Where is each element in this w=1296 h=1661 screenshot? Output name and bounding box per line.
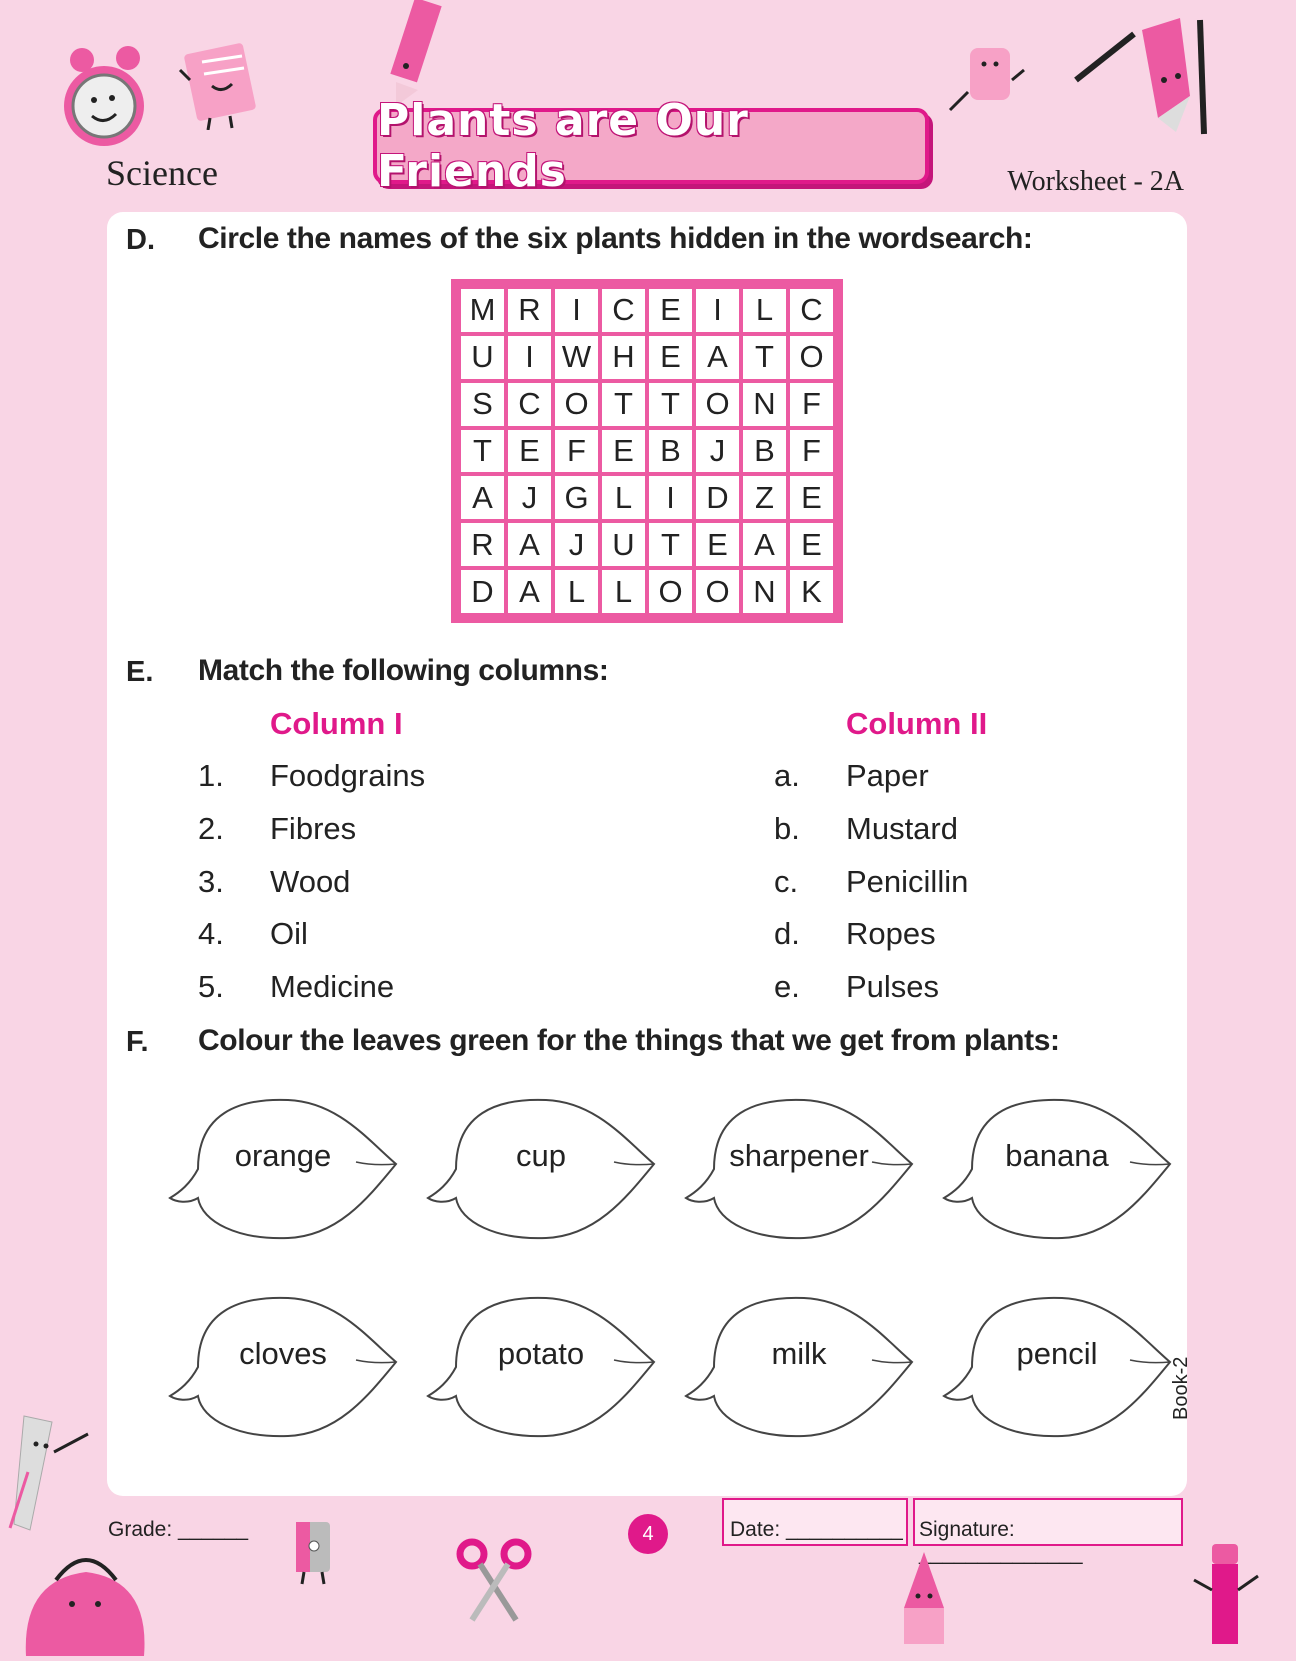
sharpener-character-icon	[284, 1516, 344, 1586]
section-e-letter: E.	[126, 656, 154, 688]
wordsearch-cell[interactable]: F	[788, 381, 835, 428]
wordsearch-cell[interactable]: C	[788, 287, 835, 334]
wordsearch-cell[interactable]: S	[459, 381, 506, 428]
wordsearch-cell[interactable]: D	[459, 568, 506, 615]
leaf-shape[interactable]	[426, 1094, 666, 1244]
subject-label: Science	[106, 153, 218, 193]
wordsearch-cell[interactable]: T	[647, 381, 694, 428]
notepad-icon	[176, 40, 266, 130]
column-2-letter: a.	[774, 758, 800, 793]
wordsearch-cell[interactable]: C	[600, 287, 647, 334]
leaf-shape[interactable]	[684, 1094, 924, 1244]
worksheet-title: Plants are Our Friends	[377, 95, 749, 197]
wordsearch-cell[interactable]: Z	[741, 474, 788, 521]
wordsearch-cell[interactable]: W	[553, 334, 600, 381]
wordsearch-cell[interactable]: J	[553, 521, 600, 568]
wordsearch-cell[interactable]: H	[600, 334, 647, 381]
column-2-item: Penicillin	[846, 864, 969, 899]
signature-box[interactable]	[913, 1498, 1183, 1565]
crayon-character-icon	[884, 1548, 964, 1648]
wordsearch-cell[interactable]: J	[694, 428, 741, 475]
wordsearch-cell[interactable]: J	[506, 474, 553, 521]
wordsearch-cell[interactable]: E	[788, 474, 835, 521]
signature-field: Signature: ______________	[919, 1518, 1083, 1565]
column-2-item: Mustard	[846, 811, 958, 846]
wordsearch-cell[interactable]: E	[694, 521, 741, 568]
column-1-number: 3.	[198, 864, 224, 899]
wordsearch-cell[interactable]: O	[694, 381, 741, 428]
wordsearch-cell[interactable]: I	[647, 474, 694, 521]
column-1-number: 2.	[198, 811, 224, 846]
wordsearch-cell[interactable]: I	[553, 287, 600, 334]
wordsearch-cell[interactable]: N	[741, 568, 788, 615]
leaf-label: banana	[1005, 1138, 1109, 1173]
wordsearch-cell[interactable]: E	[506, 428, 553, 475]
column-1-header: Column I	[270, 706, 403, 741]
wordsearch-cell[interactable]: F	[788, 428, 835, 475]
wordsearch-cell[interactable]: A	[506, 568, 553, 615]
section-f-instruction: Colour the leaves green for the things that we get from plants:	[198, 1024, 1060, 1057]
wordsearch-grid	[451, 279, 843, 623]
alarm-clock-icon	[58, 44, 148, 154]
wordsearch-cell[interactable]: T	[647, 521, 694, 568]
wordsearch-cell[interactable]: T	[459, 428, 506, 475]
wordsearch-cell[interactable]: L	[553, 568, 600, 615]
wordsearch-cell[interactable]: O	[647, 568, 694, 615]
column-2-letter: d.	[774, 916, 800, 951]
date-box[interactable]	[722, 1498, 908, 1546]
wordsearch-cell[interactable]: L	[600, 474, 647, 521]
column-2-letter: c.	[774, 864, 799, 899]
ruler-character-icon	[8, 1412, 98, 1532]
wordsearch-cell[interactable]: T	[741, 334, 788, 381]
backpack-icon	[16, 1520, 156, 1656]
wordsearch-cell[interactable]: R	[459, 521, 506, 568]
wordsearch-cell[interactable]: A	[694, 334, 741, 381]
pencil-character-icon	[382, 0, 452, 110]
leaf-label: sharpener	[729, 1138, 869, 1173]
wordsearch-cell[interactable]: O	[694, 568, 741, 615]
column-2-letter: b.	[774, 811, 800, 846]
column-1-number: 4.	[198, 916, 224, 951]
wordsearch-cell[interactable]: O	[788, 334, 835, 381]
leaf-shape[interactable]	[942, 1292, 1182, 1442]
section-f-letter: F.	[126, 1026, 149, 1058]
leaf-shape[interactable]	[168, 1292, 408, 1442]
wordsearch-cell[interactable]: A	[741, 521, 788, 568]
wordsearch-cell[interactable]: K	[788, 568, 835, 615]
leaf-label: potato	[497, 1336, 585, 1371]
eraser-character-icon	[948, 40, 1028, 120]
pencil-mascot-icon	[1072, 10, 1212, 140]
leaf-label: cup	[516, 1138, 566, 1173]
wordsearch-cell[interactable]: A	[459, 474, 506, 521]
worksheet-number: Worksheet - 2A	[1007, 166, 1184, 197]
wordsearch-cell[interactable]: B	[647, 428, 694, 475]
wordsearch-cell[interactable]: M	[459, 287, 506, 334]
grade-field[interactable]: Grade: ______	[108, 1518, 249, 1541]
leaf-label: pencil	[1016, 1336, 1098, 1371]
leaf-label: orange	[234, 1138, 332, 1173]
wordsearch-cell[interactable]: D	[694, 474, 741, 521]
wordsearch-cell[interactable]: U	[600, 521, 647, 568]
wordsearch-cell[interactable]: A	[506, 521, 553, 568]
leaf-label: cloves	[239, 1336, 327, 1371]
wordsearch-cell[interactable]: L	[741, 287, 788, 334]
scissors-icon	[454, 1534, 534, 1624]
wordsearch-cell[interactable]: O	[553, 381, 600, 428]
page-number-badge	[628, 1514, 668, 1554]
book-label: Book-2	[1170, 1356, 1192, 1420]
column-1-number: 5.	[198, 969, 224, 1004]
leaf-shape[interactable]	[684, 1292, 924, 1442]
column-1-number: 1.	[198, 758, 224, 793]
wordsearch-cell[interactable]: G	[553, 474, 600, 521]
leaf-shape[interactable]	[942, 1094, 1182, 1244]
column-2-header: Column II	[846, 706, 988, 741]
column-1-item: Fibres	[270, 811, 357, 846]
wordsearch-cell[interactable]: F	[553, 428, 600, 475]
wordsearch-cell[interactable]: L	[600, 568, 647, 615]
column-1-item: Foodgrains	[270, 758, 426, 793]
column-2-item: Ropes	[846, 916, 936, 951]
column-1-item: Oil	[270, 916, 308, 951]
section-d-instruction: Circle the names of the six plants hidden in the wordsearch:	[198, 222, 1033, 255]
leaf-shape[interactable]	[168, 1094, 408, 1244]
wordsearch-cell[interactable]: E	[600, 428, 647, 475]
section-d-letter: D.	[126, 224, 155, 256]
wordsearch-cell[interactable]: B	[741, 428, 788, 475]
wordsearch-cell[interactable]: C	[506, 381, 553, 428]
title-banner	[373, 95, 929, 197]
wordsearch-cell[interactable]: T	[600, 381, 647, 428]
column-1-item: Medicine	[270, 969, 395, 1004]
leaf-shape[interactable]	[426, 1292, 666, 1442]
wordsearch-cell[interactable]: N	[741, 381, 788, 428]
wordsearch-cell[interactable]: I	[506, 334, 553, 381]
wordsearch-cell[interactable]: U	[459, 334, 506, 381]
column-2-item: Pulses	[846, 969, 940, 1004]
column-1-item: Wood	[270, 864, 351, 899]
column-2-letter: e.	[774, 969, 800, 1004]
wordsearch-cell[interactable]: E	[647, 334, 694, 381]
section-e-instruction: Match the following columns:	[198, 654, 609, 687]
page-number: 4	[642, 1522, 654, 1545]
date-field: Date: __________	[730, 1518, 903, 1541]
wordsearch-cell[interactable]: R	[506, 287, 553, 334]
leaf-label: milk	[771, 1336, 827, 1371]
wordsearch-cell[interactable]: E	[788, 521, 835, 568]
wordsearch-cell[interactable]: E	[647, 287, 694, 334]
column-2-item: Paper	[846, 758, 929, 793]
marker-character-icon	[1192, 1540, 1262, 1650]
wordsearch-cell[interactable]: I	[694, 287, 741, 334]
